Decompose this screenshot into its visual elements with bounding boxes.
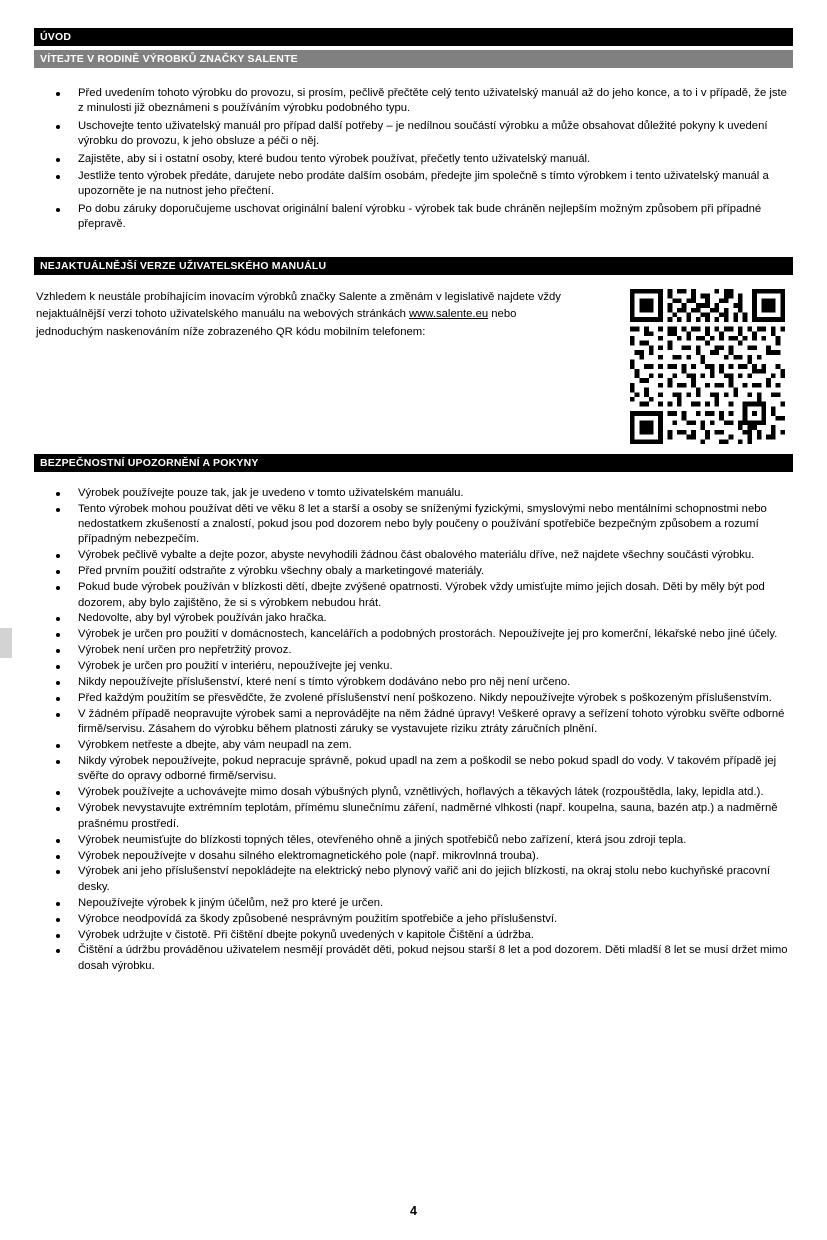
- list-item: Výrobce neodpovídá za škody způsobené nesprávným použitím spotřebiče a jeho příslušenství.: [34, 912, 793, 927]
- section-title-manual-version: NEJAKTUÁLNĚJŠÍ VERZE UŽIVATELSKÉHO MANUÁLU: [34, 257, 793, 275]
- list-item: Výrobek udržujte v čistotě. Při čištění dbejte pokynů uvedených v kapitole Čištění a údržba.: [34, 928, 793, 943]
- list-item: Pokud bude výrobek používán v blízkosti dětí, dbejte zvýšené opatrnosti. Výrobek vždy umisťujte mimo jejich dosah. Děti by měly být pod dozorem, aby bylo zajištěno, že si s výrobkem nebudou hrát.: [34, 580, 793, 611]
- qr-code-image: [630, 289, 785, 444]
- list-item: Výrobek neumisťujte do blízkosti topných těles, otevřeného ohně a jiných spotřebičů nebo zařízení, která jsou zdroji tepla.: [34, 833, 793, 848]
- section-header-manual-version: [34, 257, 793, 275]
- list-item: Výrobek ani jeho příslušenství nepokládejte na elektrický nebo plynový vařič ani do jejich blízkosti, na okraj stolu nebo kuchyňské pracovní desky.: [34, 864, 793, 895]
- salente-website-link[interactable]: www.salente.eu: [409, 308, 489, 321]
- list-item: Uschovejte tento uživatelský manuál pro případ další potřeby – je nedílnou součástí výrobku a může obsahovat důležité pokyny k uvedení výrobku do provozu, k jeho obsluze a péči o něj.: [34, 119, 793, 150]
- list-item: Výrobek používejte a uchovávejte mimo dosah výbušných plynů, vznětlivých, hořlavých a těkavých látek (rozpouštědla, laky, lepidla atd.).: [34, 785, 793, 800]
- list-item: Čištění a údržbu prováděnou uživatelem nesmějí provádět děti, pokud nejsou starší 8 let a pod dozorem. Děti mladší 8 let se musí držet mimo dosah výrobku.: [34, 943, 793, 974]
- list-item: Výrobkem netřeste a dbejte, aby vám neupadl na zem.: [34, 738, 793, 753]
- list-item: Výrobek používejte pouze tak, jak je uvedeno v tomto uživatelském manuálu.: [34, 486, 793, 501]
- manual-version-paragraph: [34, 289, 581, 342]
- list-item: V žádném případě neopravujte výrobek sami a neprovádějte na něm žádné úpravy! Veškeré opravy a seřízení tohoto výrobku svěřte odborné firmě/servisu. Zásahem do výrobku během platnosti záruky se vystavujete riziku ztráty záručních plnění.: [34, 707, 793, 738]
- list-item: Tento výrobek mohou používat děti ve věku 8 let a starší a osoby se sníženými fyzickými, smyslovými nebo mentálními schopnostmi nebo nedostatkem zkušeností a znalostí, pokud jsou pod dozorem nebo byly poučeny o používání spotřebiče bezpečným způsobem a rozumí případným nebezpečím.: [34, 502, 793, 548]
- list-item: Výrobek není určen pro nepřetržitý provoz.: [34, 643, 793, 658]
- section-header-intro: [34, 28, 793, 46]
- intro-bullet-list: [34, 86, 793, 233]
- list-item: Zajistěte, aby si i ostatní osoby, které budou tento výrobek používat, přečetly tento uživatelský manuál.: [34, 152, 793, 167]
- section-title-intro: ÚVOD: [34, 28, 793, 46]
- page-edge-marker: [0, 628, 12, 658]
- manual-version-content: [34, 289, 793, 444]
- list-item: Nedovolte, aby byl výrobek používán jako hračka.: [34, 611, 793, 626]
- manual-version-text-after-link: nebo jednoduchým naskenováním níže zobrazeného QR kódu mobilním telefonem:: [36, 308, 517, 338]
- list-item: Výrobek pečlivě vybalte a dejte pozor, abyste nevyhodili žádnou část obalového materiálu dříve, než najdete všechny součásti výrobku.: [34, 548, 793, 563]
- list-item: Výrobek je určen pro použití v domácnostech, kancelářích a podobných prostorách. Nepoužívejte jej pro komerční, lékařské nebo jiné účely.: [34, 627, 793, 642]
- list-item: Výrobek je určen pro použití v interiéru, nepoužívejte jej venku.: [34, 659, 793, 674]
- list-item: Nikdy výrobek nepoužívejte, pokud nepracuje správně, pokud upadl na zem a poškodil se nebo pokud spadl do vody. V takovém případě jej svěřte do opravy odborné firmě/servisu.: [34, 754, 793, 785]
- safety-bullet-list: [34, 486, 793, 975]
- list-item: Nikdy nepoužívejte příslušenství, které není s tímto výrobkem dodáváno nebo pro něj není určeno.: [34, 675, 793, 690]
- list-item: Jestliže tento výrobek předáte, darujete nebo prodáte dalším osobám, předejte jim společně s tímto výrobkem i tento uživatelský manuál a upozorněte je na nutnost jeho přečtení.: [34, 169, 793, 200]
- page-number: 4: [410, 1204, 417, 1218]
- list-item: Nepoužívejte výrobek k jiným účelům, než pro které je určen.: [34, 896, 793, 911]
- section-header-safety: [34, 454, 793, 472]
- section-title-safety: BEZPEČNOSTNÍ UPOZORNĚNÍ A POKYNY: [34, 454, 793, 472]
- list-item: Výrobek nepoužívejte v dosahu silného elektromagnetického pole (např. mikrovlnná trouba).: [34, 849, 793, 864]
- list-item: Před každým použitím se přesvědčte, že zvolené příslušenství není poškozeno. Nikdy nepoužívejte výrobek s poškozeným příslušenstvím.: [34, 691, 793, 706]
- section-subheader-welcome: [34, 50, 793, 68]
- qr-code-icon: [630, 289, 785, 444]
- manual-version-text-before-link: Vzhledem k neustále probíhajícím inovacím výrobků značky Salente a změnám v legislativě najdete vždy nejaktuálnější verzi tohoto uživatelského manuálu na webových stránkách: [36, 290, 561, 321]
- list-item: Před prvním použití odstraňte z výrobku všechny obaly a marketingové materiály.: [34, 564, 793, 579]
- list-item: Po dobu záruky doporučujeme uschovat originální balení výrobku - výrobek tak bude chráněn nejlepším možným způsobem při případné přepravě.: [34, 202, 793, 233]
- list-item: Před uvedením tohoto výrobku do provozu, si prosím, pečlivě přečtěte celý tento uživatelský manuál až do jeho konce, a to i v případě, že jste z minulosti již obeznámeni s používáním výrobku podobného typu.: [34, 86, 793, 117]
- section-subtitle-welcome: VÍTEJTE V RODINĚ VÝROBKŮ ZNAČKY SALENTE: [34, 50, 793, 68]
- list-item: Výrobek nevystavujte extrémním teplotám, přímému slunečnímu záření, nadměrné vlhkosti (např. koupelna, sauna, bazén atp.) a nadměrně prašnému prostředí.: [34, 801, 793, 832]
